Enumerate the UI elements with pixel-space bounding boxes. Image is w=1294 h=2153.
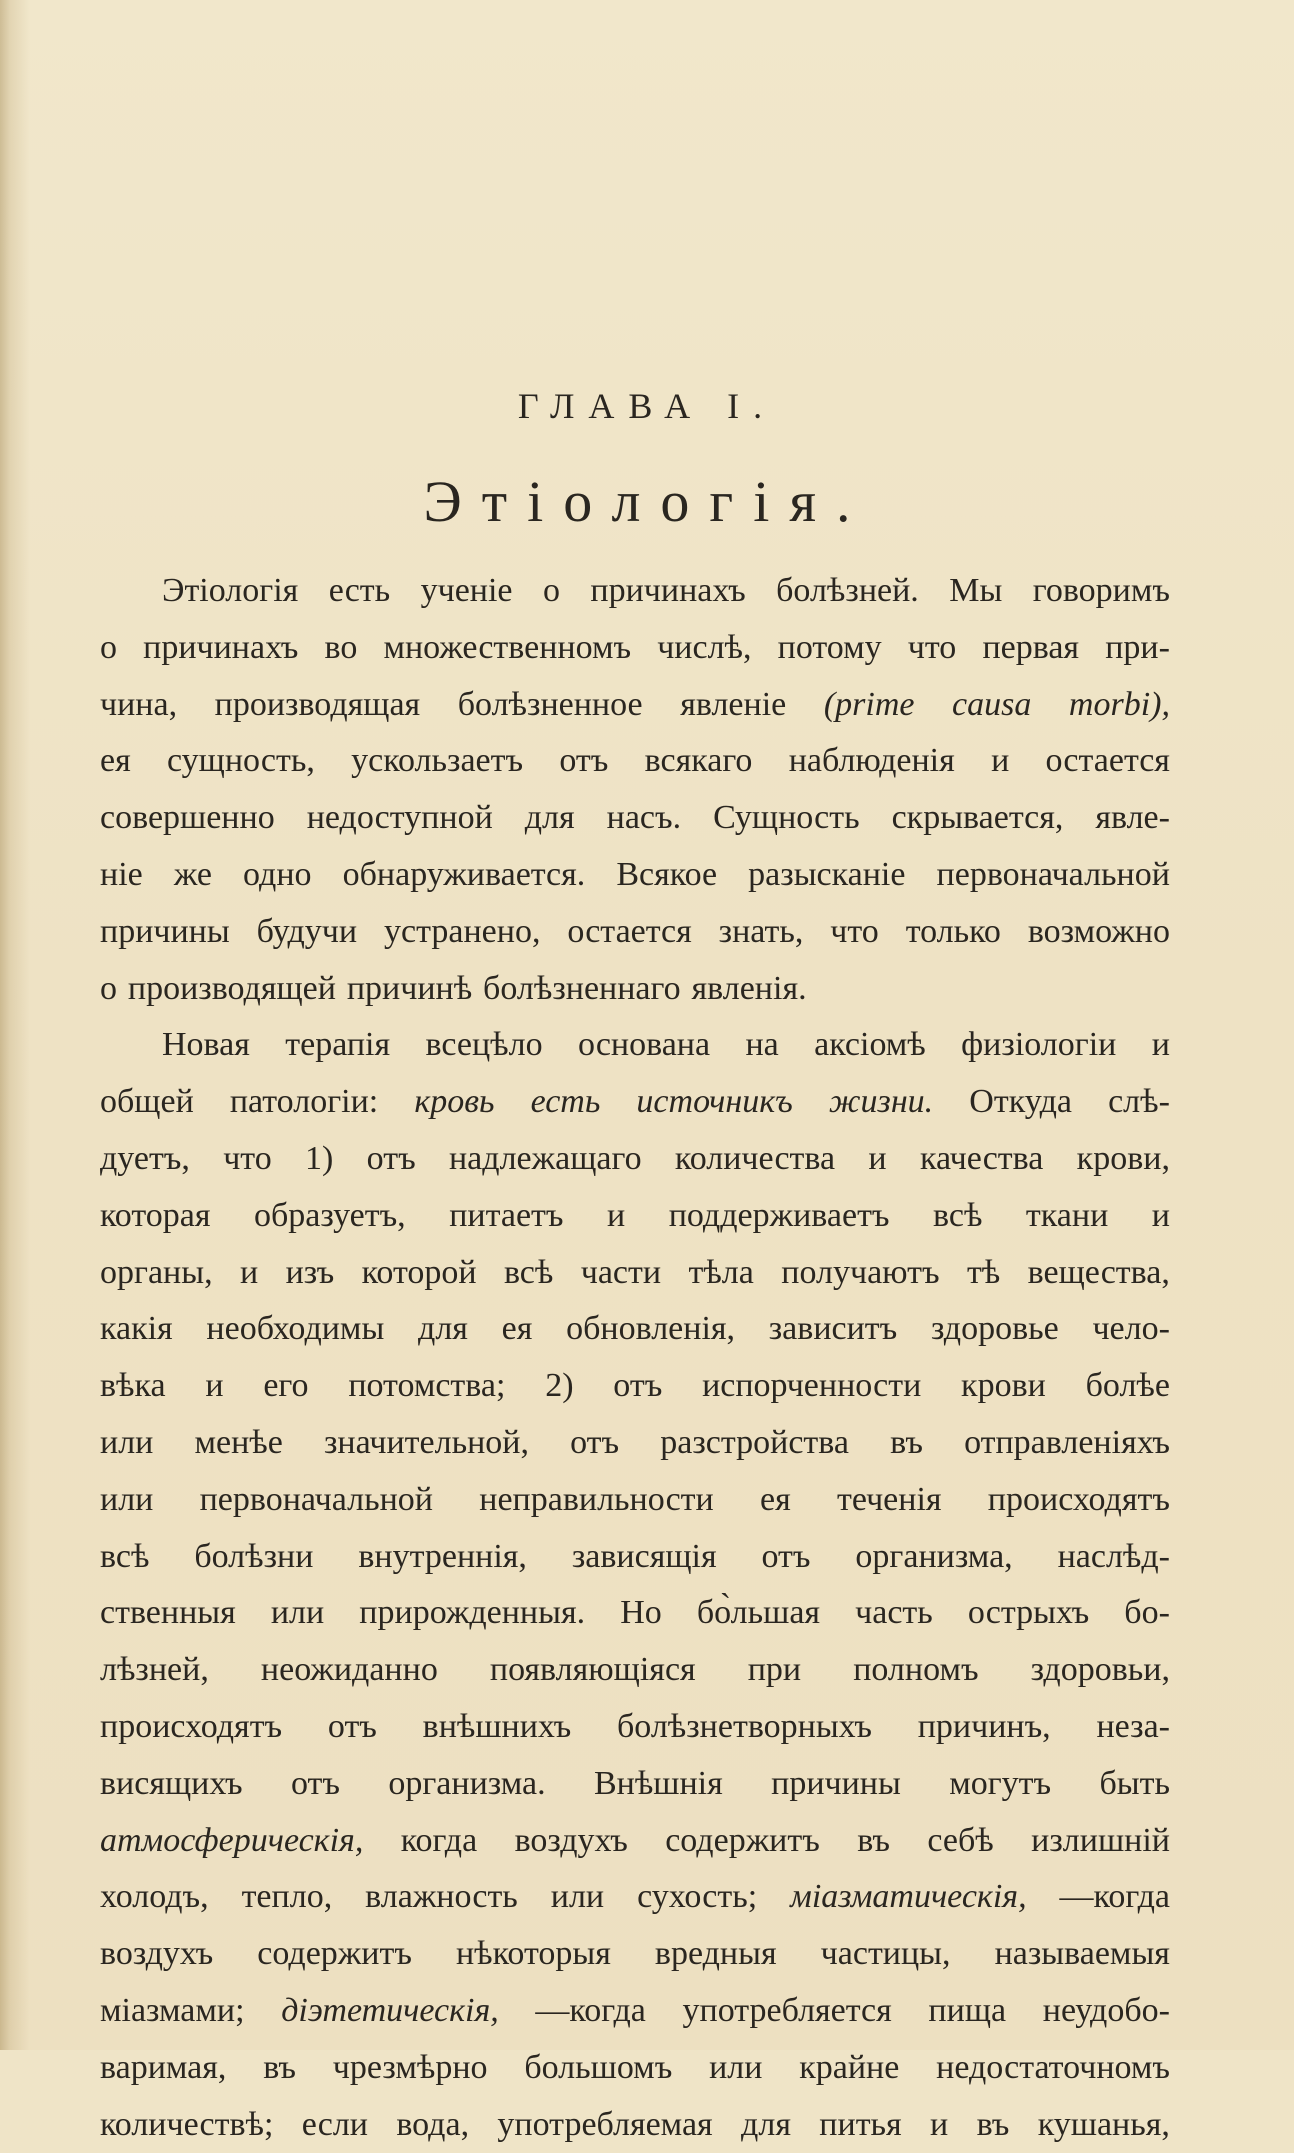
word: для bbox=[418, 1310, 468, 1348]
word: всѣ bbox=[503, 1253, 554, 1291]
word: и bbox=[930, 2105, 949, 2143]
word: основана bbox=[577, 1026, 711, 1064]
word: остается bbox=[567, 912, 692, 950]
word: вода, bbox=[396, 2105, 470, 2143]
word: при bbox=[747, 1651, 802, 1689]
word: болѣзненнаго bbox=[483, 969, 681, 1007]
word: чина, bbox=[100, 685, 178, 723]
word: только bbox=[905, 912, 1001, 950]
chapter-heading: ГЛАВА I. bbox=[517, 386, 777, 426]
word: что bbox=[907, 628, 957, 666]
word: влажность bbox=[365, 1878, 518, 1916]
word: употребляется bbox=[682, 1991, 892, 2029]
paragraph bbox=[100, 1017, 1170, 2153]
word: Сущность bbox=[713, 799, 860, 837]
word: на bbox=[745, 1026, 779, 1064]
word: если bbox=[301, 2105, 368, 2143]
text-line bbox=[100, 904, 1170, 961]
word: воздухъ bbox=[514, 1821, 628, 1859]
word: говоримъ bbox=[1032, 572, 1170, 609]
word: всякаго bbox=[644, 742, 753, 780]
word: вредныя bbox=[654, 1935, 777, 1973]
word: разысканіе bbox=[748, 855, 906, 893]
word: болѣзнетворныхъ bbox=[616, 1707, 872, 1745]
word: излишній bbox=[1031, 1821, 1170, 1859]
word: поддерживаетъ bbox=[668, 1196, 890, 1234]
word: при- bbox=[1105, 628, 1170, 666]
word: какія bbox=[100, 1310, 173, 1348]
word: о bbox=[100, 969, 117, 1007]
text-line bbox=[100, 677, 1170, 734]
word: которой bbox=[361, 1253, 477, 1291]
word: и bbox=[1151, 1026, 1170, 1064]
word: (prime bbox=[823, 685, 915, 723]
word: лѣзней, bbox=[100, 1651, 209, 1689]
word: кровь bbox=[414, 1083, 495, 1121]
text-line bbox=[100, 1131, 1170, 1188]
word: вещества, bbox=[1027, 1253, 1170, 1291]
body-text bbox=[100, 563, 1170, 2153]
word: количествѣ; bbox=[100, 2105, 274, 2143]
word: Этіологія bbox=[162, 572, 299, 609]
word: наслѣд- bbox=[1057, 1537, 1170, 1575]
word: причины bbox=[100, 912, 230, 950]
word: же bbox=[173, 855, 212, 893]
word: производящей bbox=[127, 969, 336, 1007]
word: причинахъ bbox=[590, 572, 746, 609]
text-line bbox=[100, 1813, 1170, 1870]
word: происходятъ bbox=[987, 1480, 1170, 1518]
word: висящихъ bbox=[100, 1764, 243, 1802]
word: —когда bbox=[1059, 1878, 1170, 1916]
word: въ bbox=[976, 2105, 1010, 2143]
word: дуетъ, bbox=[100, 1139, 190, 1177]
text-line bbox=[100, 790, 1170, 847]
word: питья bbox=[819, 2105, 902, 2143]
word: тѣла bbox=[688, 1253, 754, 1291]
word: ніе bbox=[100, 855, 143, 893]
word: значительной, bbox=[324, 1423, 529, 1461]
paragraph bbox=[100, 563, 1170, 1017]
word: и bbox=[606, 1196, 626, 1234]
text-line bbox=[100, 847, 1170, 904]
word: изъ bbox=[285, 1253, 335, 1291]
word: обновленія, bbox=[566, 1310, 736, 1348]
text-line bbox=[100, 2040, 1170, 2097]
word: или bbox=[100, 1480, 154, 1518]
word: зависящія bbox=[571, 1537, 717, 1575]
word: атмосферическія, bbox=[100, 1821, 364, 1859]
word: въ bbox=[857, 1821, 891, 1859]
word: остается bbox=[1045, 742, 1170, 780]
word: потомства; bbox=[348, 1367, 506, 1405]
word: тѣ bbox=[966, 1253, 1001, 1291]
word: неожиданно bbox=[260, 1651, 438, 1689]
word: полномъ bbox=[853, 1651, 979, 1689]
word: зависитъ bbox=[768, 1310, 898, 1348]
word: причины bbox=[771, 1764, 901, 1802]
word: діэтетическія, bbox=[281, 1991, 499, 2029]
word: его bbox=[263, 1367, 309, 1405]
word: крови bbox=[961, 1367, 1046, 1405]
word: болѣзней. bbox=[776, 572, 919, 609]
word: явле- bbox=[1095, 799, 1170, 837]
word: варимая, bbox=[100, 2048, 227, 2086]
word: источникъ bbox=[636, 1083, 793, 1121]
word: бо̀льшая bbox=[696, 1594, 821, 1632]
text-line bbox=[100, 1983, 1170, 2040]
word: числѣ, bbox=[657, 628, 752, 666]
word: совершенно bbox=[100, 799, 275, 837]
word: чрезмѣрно bbox=[332, 2048, 488, 2086]
word: сухость; bbox=[637, 1878, 758, 1916]
word: испорченности bbox=[702, 1367, 922, 1405]
word: множественномъ bbox=[383, 628, 632, 666]
word: или bbox=[100, 1423, 154, 1461]
text-line bbox=[100, 1699, 1170, 1756]
word: организма. bbox=[388, 1764, 546, 1802]
word: бо- bbox=[1124, 1594, 1170, 1632]
word: всецѣло bbox=[425, 1026, 543, 1064]
word: сущность, bbox=[167, 742, 315, 780]
word: о bbox=[542, 572, 560, 609]
word: питаетъ bbox=[449, 1196, 564, 1234]
word: часть bbox=[855, 1594, 933, 1632]
word: болѣзни bbox=[194, 1537, 314, 1575]
word: возможно bbox=[1027, 912, 1170, 950]
word: называемыя bbox=[994, 1935, 1170, 1973]
text-line bbox=[100, 620, 1170, 677]
word: первая bbox=[982, 628, 1080, 666]
word: патологіи: bbox=[229, 1083, 379, 1121]
word: Откуда bbox=[969, 1083, 1072, 1121]
word: разстройства bbox=[660, 1423, 849, 1461]
word: или bbox=[270, 1594, 325, 1632]
word: теченія bbox=[836, 1480, 942, 1518]
text-line bbox=[100, 1529, 1170, 1586]
word: острыхъ bbox=[967, 1594, 1090, 1632]
word: morbi), bbox=[1068, 685, 1170, 723]
word: внѣшнихъ bbox=[422, 1707, 572, 1745]
word: когда bbox=[400, 1821, 478, 1859]
word: первоначальной bbox=[199, 1480, 433, 1518]
word: причинъ, bbox=[917, 1707, 1051, 1745]
word: причинѣ bbox=[346, 969, 473, 1007]
word: и bbox=[991, 742, 1010, 780]
word: что bbox=[223, 1139, 272, 1177]
word: тепло, bbox=[241, 1878, 333, 1916]
text-line bbox=[100, 1188, 1170, 1245]
word: части bbox=[580, 1253, 662, 1291]
word: ученіе bbox=[420, 572, 513, 609]
word: ственныя bbox=[100, 1594, 236, 1632]
word: скрывается, bbox=[891, 799, 1064, 837]
text-line bbox=[100, 1017, 1170, 1074]
word: въ bbox=[890, 1423, 923, 1461]
word: или bbox=[550, 1878, 605, 1916]
word: ея bbox=[501, 1310, 533, 1348]
word: первоначальной bbox=[936, 855, 1170, 893]
word: пища bbox=[928, 1991, 1007, 2029]
text-line bbox=[100, 1415, 1170, 1472]
word: получаютъ bbox=[781, 1253, 940, 1291]
text-line bbox=[100, 1301, 1170, 1358]
word: знать, bbox=[718, 912, 804, 950]
word: которая bbox=[100, 1196, 211, 1234]
word: надлежащаго bbox=[448, 1139, 642, 1177]
word: всѣ bbox=[100, 1537, 150, 1575]
word: физіологіи bbox=[961, 1026, 1117, 1064]
word: необходимы bbox=[206, 1310, 385, 1348]
word: міазмами; bbox=[100, 1991, 245, 2029]
word: частицы, bbox=[820, 1935, 951, 1973]
word: содержитъ bbox=[665, 1821, 820, 1859]
word: менѣе bbox=[194, 1423, 283, 1461]
word: органы, bbox=[100, 1253, 213, 1291]
word: терапія bbox=[285, 1026, 391, 1064]
word: слѣ- bbox=[1108, 1083, 1170, 1121]
word: количества bbox=[674, 1139, 836, 1177]
word: или bbox=[709, 2048, 763, 2086]
word: нѣкоторыя bbox=[455, 1935, 611, 1973]
word: отъ bbox=[366, 1139, 416, 1177]
word: 1) bbox=[305, 1139, 334, 1177]
word: причинахъ bbox=[143, 628, 299, 666]
word: неза- bbox=[1096, 1707, 1170, 1745]
word: Новая bbox=[162, 1026, 250, 1064]
chapter-title: Этіологія. bbox=[423, 469, 871, 534]
word: и bbox=[239, 1253, 259, 1291]
word: отъ bbox=[613, 1367, 663, 1405]
word: міазматическія, bbox=[790, 1878, 1027, 1916]
word: общей bbox=[100, 1083, 194, 1121]
text-line bbox=[100, 1756, 1170, 1813]
word: недостаточномъ bbox=[936, 2048, 1170, 2086]
word: холодъ, bbox=[100, 1878, 209, 1916]
text-line bbox=[100, 1472, 1170, 1529]
word: происходятъ bbox=[100, 1707, 283, 1745]
word: быть bbox=[1099, 1764, 1170, 1802]
word: и bbox=[868, 1139, 887, 1177]
word: есть bbox=[328, 572, 391, 609]
word: неудобо- bbox=[1042, 1991, 1170, 2029]
word: прирожденныя. bbox=[359, 1594, 586, 1632]
word: болѣе bbox=[1085, 1367, 1170, 1405]
word: здоровье bbox=[930, 1310, 1059, 1348]
word: устранено, bbox=[384, 912, 541, 950]
word: ея bbox=[100, 742, 131, 780]
text-line bbox=[100, 1585, 1170, 1642]
word: будучи bbox=[256, 912, 358, 950]
text-line bbox=[100, 1358, 1170, 1415]
word: ткани bbox=[1025, 1196, 1109, 1234]
text-line bbox=[100, 733, 1170, 790]
word: жизни. bbox=[828, 1083, 934, 1121]
word: наблюденія bbox=[788, 742, 955, 780]
word: Мы bbox=[949, 572, 1003, 609]
word: и bbox=[1151, 1196, 1170, 1234]
word: Но bbox=[620, 1594, 662, 1632]
word: 2) bbox=[545, 1367, 574, 1405]
text-line bbox=[100, 1869, 1170, 1926]
word: внутреннія, bbox=[358, 1537, 527, 1575]
text-line bbox=[100, 1245, 1170, 1302]
word: ея bbox=[759, 1480, 791, 1518]
word: Внѣшнія bbox=[593, 1764, 723, 1802]
word: крови, bbox=[1076, 1139, 1170, 1177]
text-line bbox=[100, 1074, 1170, 1131]
word: для bbox=[741, 2105, 791, 2143]
text-line bbox=[100, 2097, 1170, 2153]
word: явленіе bbox=[680, 685, 787, 723]
word: обнаруживается. bbox=[342, 855, 586, 893]
word: отъ bbox=[570, 1423, 620, 1461]
word: потому bbox=[777, 628, 882, 666]
text-line bbox=[100, 1642, 1170, 1699]
word: неправильности bbox=[479, 1480, 714, 1518]
word: кушанья, bbox=[1037, 2105, 1170, 2143]
word: аксіомѣ bbox=[814, 1026, 926, 1064]
word: всѣ bbox=[933, 1196, 983, 1234]
word: здоровьи, bbox=[1030, 1651, 1170, 1689]
word: отъ bbox=[291, 1764, 340, 1802]
word: крайне bbox=[799, 2048, 900, 2086]
word: ускользаетъ bbox=[351, 742, 524, 780]
word: во bbox=[324, 628, 358, 666]
word: causa bbox=[952, 685, 1032, 723]
word: болѣзненное bbox=[457, 685, 643, 723]
word: отъ bbox=[761, 1537, 811, 1575]
word: чело- bbox=[1092, 1310, 1170, 1348]
word: въ bbox=[263, 2048, 296, 2086]
word: себѣ bbox=[927, 1821, 994, 1859]
word: Всякое bbox=[616, 855, 718, 893]
word: есть bbox=[530, 1083, 601, 1121]
word: могутъ bbox=[949, 1764, 1052, 1802]
word: для bbox=[524, 799, 575, 837]
text-line bbox=[100, 563, 1170, 620]
word: употребляемая bbox=[497, 2105, 713, 2143]
word: образуетъ, bbox=[253, 1196, 406, 1234]
word: о bbox=[100, 628, 117, 666]
word: что bbox=[830, 912, 879, 950]
text-line bbox=[100, 1926, 1170, 1983]
word: качества bbox=[919, 1139, 1044, 1177]
word: появляющіяся bbox=[489, 1651, 696, 1689]
word: отправленіяхъ bbox=[964, 1423, 1170, 1461]
word: и bbox=[205, 1367, 224, 1405]
word: насъ. bbox=[606, 799, 682, 837]
word: организма, bbox=[855, 1537, 1013, 1575]
word: —когда bbox=[535, 1991, 646, 2029]
word: отъ bbox=[559, 742, 609, 780]
word: производящая bbox=[214, 685, 421, 723]
word: вѣка bbox=[100, 1367, 166, 1405]
word: явленія. bbox=[691, 969, 807, 1007]
word: одно bbox=[243, 855, 312, 893]
word: воздухъ bbox=[100, 1935, 214, 1973]
word: отъ bbox=[327, 1707, 377, 1745]
word: содержитъ bbox=[257, 1935, 412, 1973]
text-line bbox=[100, 961, 1170, 1018]
word: недоступной bbox=[306, 799, 493, 837]
word: большомъ bbox=[524, 2048, 673, 2086]
